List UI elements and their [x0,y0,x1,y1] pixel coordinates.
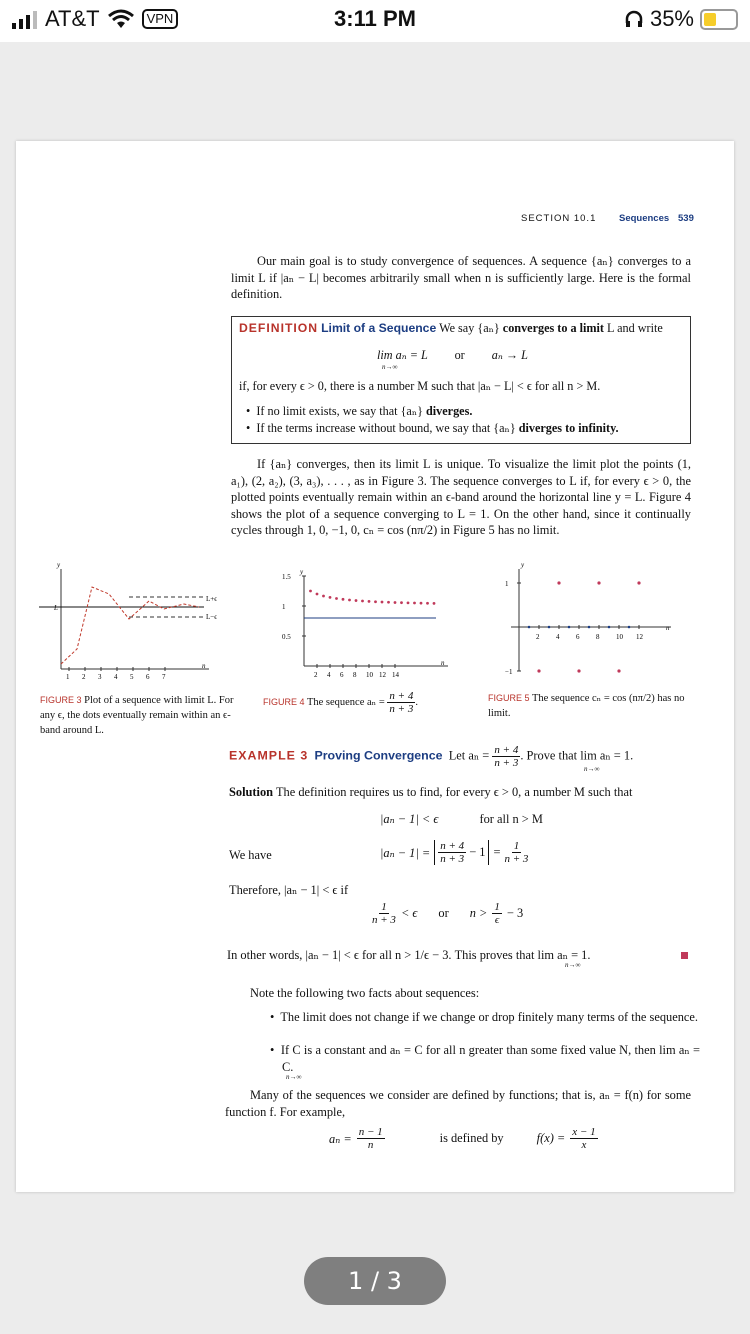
fig4-x-tick-label: 10 [366,671,373,679]
t-num: 1 [381,901,387,913]
have-mid: − 1 [469,845,486,859]
fig3-caption-text: Plot of a sequence with limit L. For any ϵ, the dots eventually remain within an ϵ-band around L. [40,695,234,736]
fig3-x-tick-label: 5 [130,673,134,679]
fig4-point [329,596,332,599]
fig4-caption-text: The sequence aₙ = [306,696,385,708]
fig4-x-tick-label: 2 [314,671,318,679]
fig5-caption-text: The sequence cₙ = cos (nπ/2) has no limit. [488,693,685,719]
fig4-point [322,595,325,598]
fig4-y-tick-label: 0.5 [282,633,291,641]
fig5-point [557,581,560,584]
fig4-point [387,601,390,604]
final-fraction [357,1126,385,1151]
bullet2-text: If the terms increase without bound, we say that {aₙ} [256,421,516,435]
final-equation [329,1126,598,1151]
fig5-x-tick-label: 12 [636,633,643,641]
definition-title: Limit of a Sequence [321,321,437,335]
final-mid: is defined by [439,1131,504,1145]
definition-bullet-2: • If the terms increase without bound, we say that {aₙ} diverges to infinity. [246,421,619,435]
figure-3-chart [34,559,229,679]
fig5-x-tick-label: 2 [536,633,540,641]
fig4-point [361,600,364,603]
fig4-point [394,601,397,604]
vpn-badge: VPN [142,9,179,29]
fig4-point [348,599,351,602]
final-num2: x − 1 [572,1126,596,1138]
clock: 3:11 PM [334,6,416,31]
t-fraction [372,901,396,926]
t-lt: < ϵ [400,906,418,920]
t-right: n > [469,906,488,920]
fig4-xlabel: n [441,659,445,667]
fig4-y-tick-label: 1.5 [282,573,291,581]
ineq1-cond: for all n > M [479,812,543,826]
battery-icon [700,9,738,30]
final-den2: x [581,1139,587,1151]
fig4-x-tick-label: 8 [353,671,357,679]
formula-left: lim aₙ = L [377,348,428,362]
fig5-point [588,626,591,629]
note-intro: Note the following two facts about sequences: [250,986,480,1000]
t-fraction-2 [492,901,502,926]
example-fraction [492,744,520,769]
fig4-num: n + 4 [389,690,414,702]
fig3-x-tick-label: 7 [162,673,166,679]
document-page [16,141,734,1192]
section-label: SECTION 10.1 [521,213,597,224]
many-paragraph: Many of the sequences we consider are defined by functions; that is, aₙ = f(n) for some function f. For example, [225,1088,691,1119]
final-right: f(x) = [536,1131,566,1145]
formula-right: aₙ → L [491,348,528,362]
fig5-label: FIGURE 5 [488,693,530,703]
formula-sub: n→∞ [382,363,398,371]
t-num2: 1 [494,901,500,913]
figure-4-chart [276,556,456,681]
fig4-point [413,602,416,605]
intro-paragraph: Our main goal is to study convergence of sequences. A sequence {aₙ} converges to a limit L if |aₙ − L| becomes arbitrarily small when n is sufficiently large. Here is the formal definition. [231,254,691,301]
solution-text: The definition requires us to find, for every ϵ > 0, a number M such that [275,785,633,799]
definition-condition: if, for every ϵ > 0, there is a number M such that |aₙ − L| < ϵ for all n > M. [239,379,601,393]
fig4-point [400,601,403,604]
figure-4-caption: FIGURE 4 The sequence aₙ = $\frac{n + 4}{n + 3}$ . [263,690,418,715]
have-left: |aₙ − 1| = [380,845,431,860]
therefore-line: Therefore, |aₙ − 1| < ϵ if [229,883,349,897]
end-of-proof-marker [681,952,688,959]
definition-text-b: converges to a limit [502,321,604,335]
fig3-ylabel: y [57,561,61,569]
fig4-point [374,600,377,603]
battery-percent: 35% [649,6,694,31]
fig3-label: FIGURE 3 [40,695,82,705]
have-den: n + 3 [440,853,465,865]
battery-fill [704,13,716,26]
fig4-point [316,593,319,596]
note-bullet-2: • If C is a constant and aₙ = C for all n greater than some fixed value N, then lim aₙ = C. [270,1043,700,1074]
t-end: − 3 [506,906,524,920]
have-abs [434,840,489,865]
fig5-point [548,626,551,629]
fig4-label: FIGURE 4 [263,696,305,707]
have-eq: = [493,845,501,859]
fig3-x-tick-label: 6 [146,673,150,679]
definition-text-c: L and write [607,321,663,335]
solution-line [229,785,632,800]
fig5-x-tick-label: 10 [616,633,623,641]
definition-heading [239,321,663,336]
fig3-xlabel: n [202,662,206,670]
fig4-x-tick-label: 12 [379,671,386,679]
fig4-point [355,599,358,602]
fig3-sequence-path [61,587,199,664]
headphones-icon [624,9,644,29]
therefore-equation [372,901,523,926]
note-b2-text: If C is a constant and aₙ = C for all n greater than some fixed value N, then lim aₙ = C. [280,1043,700,1074]
t-or: or [438,906,449,920]
note-b1-text: The limit does not change if we change or drop finitely many terms of the sequence. [280,1010,699,1024]
fig5-point [537,669,540,672]
final-left: aₙ = [329,1131,352,1146]
example-title: Proving Convergence [314,748,443,763]
definition-label: DEFINITION [239,321,319,335]
solution-label: Solution [229,785,274,799]
example-den: n + 3 [494,757,519,769]
inequality-1 [380,811,543,827]
bullet1-text: If no limit exists, we say that {aₙ} [256,404,423,418]
t-den: n + 3 [372,914,396,926]
formula-or: or [454,348,465,362]
fig5-xlabel: n [666,624,670,632]
have-num2: 1 [513,840,520,852]
figure-5-chart [491,559,686,677]
definition-bullet-1: • If no limit exists, we say that {aₙ} diverges. [246,404,473,418]
we-have-equation [380,840,528,865]
example-heading [229,744,633,769]
fig3-x-tick-label: 3 [98,673,102,679]
fig4-x-tick-label: 4 [327,671,331,679]
page-number: 539 [678,213,694,224]
fig4-point [433,602,436,605]
fig4-fraction [387,690,415,715]
fig4-point [420,602,423,605]
convergence-paragraph: If {aₙ} converges, then its limit L is unique. To visualize the limit plot the points (1, a₁), (2, a₂), (3, a₃), . . . , as in Figure 3. The sequence converges to L if, for every ϵ > 0, the plotted points eventually remain within an ϵ-band around the horizontal line y = L. Figure 4 shows the plot of a sequence converging to L = 1. On the other hand, since it continually cycles through 1, 0, −1, 0, cₙ = cos (nπ/2) in Figure 5 has no limit. [231,457,691,537]
fig4-point [381,601,384,604]
fig3-x-tick-label: 1 [66,673,70,679]
fig4-point [309,590,312,593]
fig5-point [637,581,640,584]
t-den2: ϵ [494,914,500,926]
figure-3-caption [40,693,240,738]
fig4-den: n + 3 [389,703,414,715]
example-prove-sub: n→∞ [584,765,600,773]
fig5-point [528,626,531,629]
fig5-point [597,581,600,584]
page-indicator[interactable]: 1 / 3 [304,1257,446,1305]
fig5-x-tick-label: 6 [576,633,580,641]
example-let: Let aₙ = [448,748,490,763]
definition-box [231,316,691,444]
fig3-x-tick-label: 2 [82,673,86,679]
note-b2-sub: n→∞ [286,1073,302,1081]
fig4-point [426,602,429,605]
fig4-point [368,600,371,603]
fig4-x-tick-label: 14 [392,671,399,679]
example-prove: . Prove that lim aₙ = 1. [520,748,634,763]
fig4-point [342,598,345,601]
conclusion-sub: n→∞ [565,961,581,969]
final-den: n [367,1139,374,1151]
carrier-label: AT&T [45,6,100,31]
fig5-point [577,669,580,672]
fig4-y-tick-label: 1 [282,603,286,611]
figure-5-caption [488,691,698,721]
fig3-lower-label: L−ϵ [206,613,218,621]
fig5-point [568,626,571,629]
fig4-ylabel: y [300,568,304,576]
fig4-point [407,601,410,604]
fig5-x-tick-label: 4 [556,633,560,641]
have-num: n + 4 [440,840,465,852]
final-num: n − 1 [358,1126,383,1138]
fig5-ylabel: y [521,561,525,569]
definition-text-a: We say {aₙ} [439,321,500,335]
fig5-point [608,626,611,629]
bullet1-bold: diverges. [426,404,473,418]
fig5-point [617,669,620,672]
bullet2-bold: diverges to infinity. [518,421,619,435]
fig5-y-tick-label: −1 [505,668,513,676]
fig3-upper-label: L+ϵ [206,595,218,603]
fig3-ref-label: L [54,604,58,612]
have-fraction [438,840,466,865]
example-num: n + 4 [494,744,519,756]
note-bullet-1: • The limit does not change if we change or drop finitely many terms of the sequence. [270,1010,699,1024]
we-have-label: We have [229,848,272,862]
status-bar [0,0,750,42]
header-title: Sequences [619,213,670,224]
example-label: EXAMPLE 3 [229,748,309,763]
fig5-x-tick-label: 8 [596,633,600,641]
fig4-x-tick-label: 6 [340,671,344,679]
fig5-point [628,626,631,629]
fig3-x-tick-label: 4 [114,673,118,679]
conclusion-line: In other words, |aₙ − 1| < ϵ for all n > 1/ϵ − 3. This proves that lim aₙ = 1. [227,948,591,962]
fig5-y-tick-label: 1 [505,580,509,588]
ineq1: |aₙ − 1| < ϵ [380,812,439,826]
have-fraction-2 [504,840,528,865]
have-den2: n + 3 [504,853,529,865]
status-right [624,6,738,32]
final-fraction-2 [570,1126,597,1151]
definition-formula [377,348,528,363]
fig4-point [335,597,338,600]
